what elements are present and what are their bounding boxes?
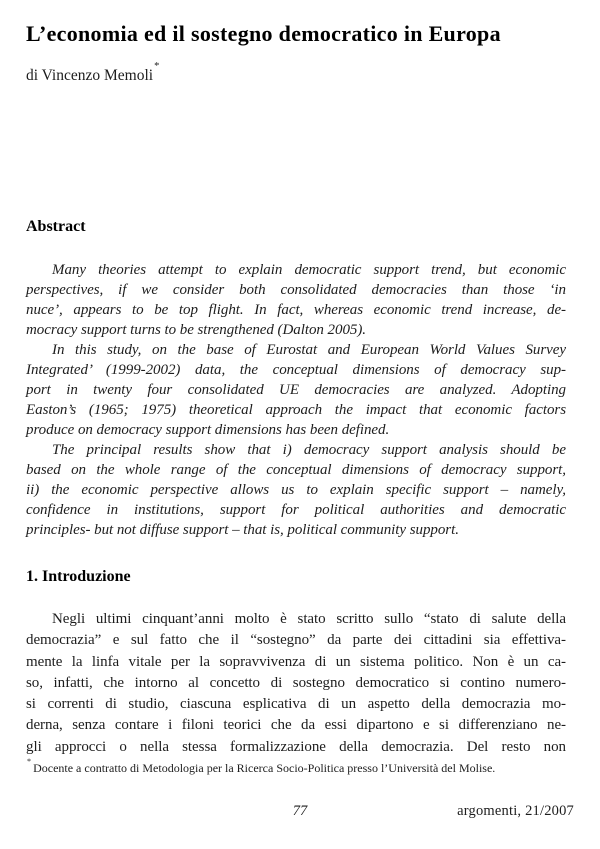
text-line: based on the whole range of the conceptual dimensions of democracy support, (26, 462, 566, 478)
text-line: so, infatti, che intorno al concetto di sostegno democratico si contino numero- (26, 674, 566, 691)
abstract-paragraph-2 (26, 340, 566, 440)
body-paragraph (26, 609, 566, 758)
text-line: mente la linfa vitale per la sopravvivenza di un sistema politico. Non è un ca- (26, 653, 566, 670)
page-footer (26, 803, 574, 823)
footnote (26, 757, 571, 776)
text-line: produce on democracy support dimensions has been defined. (26, 422, 390, 438)
page-number: 77 (292, 803, 308, 819)
text-line: democrazia” e sul fatto che il “sostegno” da parte dei cittadini sia effettiva- (26, 632, 566, 649)
text-line: confidence in institutions, support for political authorities and democratic (26, 502, 566, 518)
text-line: perspectives, if we consider both consolidated democracies than those ‘in (26, 282, 566, 298)
footnote-text: Docente a contratto di Metodologia per la Ricerca Socio-Politica presso l’Università del Molise. (33, 761, 496, 775)
page-title: L’economia ed il sostegno democratico in Europa (26, 21, 501, 46)
footnote-marker: * (27, 757, 32, 767)
text-line: The principal results show that i) democracy support analysis should be (52, 442, 566, 458)
journal-reference: argomenti, 21/2007 (457, 803, 574, 819)
abstract-heading: Abstract (26, 218, 86, 235)
text-line: principles- but not diffuse support – that is, political community support. (26, 522, 459, 538)
text-line: si correnti di studio, ciascuna esplicativa di un aspetto della democrazia mo- (26, 696, 566, 713)
text-line: Integrated’ (1999-2002) data, the conceptual dimensions of democracy sup- (26, 362, 566, 378)
text-line: ii) the economic perspective allows us to explain specific support – namely, (26, 482, 566, 498)
text-line: nuce’, appears to be top flight. In fact, whereas economic trend increase, de- (26, 302, 566, 318)
text-line: gli approcci o nella stessa formalizzazione della democrazia. Del resto non (26, 738, 566, 755)
text-line: mocracy support turns to be strengthened (Dalton 2005). (26, 322, 366, 338)
abstract-text (26, 260, 566, 540)
author-line (26, 61, 160, 85)
text-line: In this study, on the base of Eurostat and European World Values Survey (52, 342, 566, 358)
section-heading-introduzione: 1. Introduzione (26, 568, 131, 585)
text-line: port in twenty four consolidated UE democracies are analyzed. Adopting (26, 382, 566, 398)
abstract-paragraph-3 (26, 440, 566, 540)
text-line: derna, senza contare i filoni teorici che da essi dipartono e si differenziano ne- (26, 717, 566, 734)
author-name: di Vincenzo Memoli (26, 67, 154, 85)
text-line: Easton’s (1965; 1975) theoretical approach the impact that economic factors (26, 402, 566, 418)
section-text (26, 609, 566, 758)
author-footnote-marker: * (154, 61, 160, 73)
text-line: Many theories attempt to explain democratic support trend, but economic (52, 262, 566, 278)
abstract-paragraph-1 (26, 260, 566, 340)
text-line: Negli ultimi cinquant’anni molto è stato scritto sullo “stato di salute della (52, 611, 566, 627)
